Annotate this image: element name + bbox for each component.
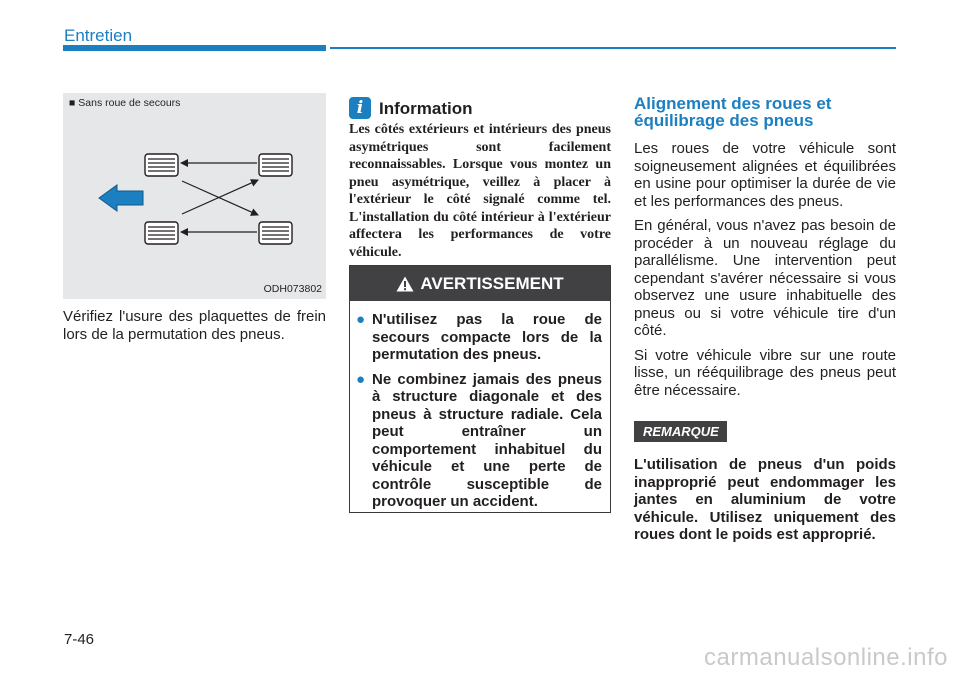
information-header bbox=[349, 97, 611, 121]
information-body: Les côtés extérieurs et intérieurs des pneus asymétriques sont facilement reconnaissables. Lorsque vous montez un pneu asymétrique, veillez à placer à l'extérieur le côté signalé comme tel. L'installation du côté intérieur à l'extérieur affectera les performances de votre véhicule. bbox=[349, 122, 611, 260]
warning-list bbox=[356, 311, 602, 518]
figure-reference: ODH073802 bbox=[263, 283, 322, 295]
alignment-heading: Alignement des roues et équilibrage des pneus bbox=[634, 94, 832, 130]
remark-text: L'utilisation de pneus d'un poids inapproprié peut endommager les jantes en aluminium de votre véhicule. Utilisez uniquement des roues dont le poids est approprié. bbox=[634, 456, 896, 543]
brake-pad-note: Vérifiez l'usure des plaquettes de frein lors de la permutation des pneus. bbox=[63, 308, 326, 343]
tire-icon bbox=[259, 222, 292, 244]
warning-header bbox=[350, 266, 610, 301]
information-title: Information bbox=[379, 99, 473, 118]
header-rule-thin bbox=[330, 47, 896, 49]
warning-box bbox=[349, 265, 611, 513]
info-icon: i bbox=[349, 97, 371, 119]
alignment-paragraph: En général, vous n'avez pas besoin de procéder à un nouveau réglage du parallélisme. Une intervention peut cependant s'avérer nécessaire si vous observez une usure inhabituelle des pneus ou si votre véhicule tire d'un côté. bbox=[634, 217, 896, 339]
warning-title: AVERTISSEMENT bbox=[420, 274, 564, 293]
header-rule-thick bbox=[63, 45, 326, 51]
warning-item: ● N'utilisez pas la roue de secours compacte lors de la permutation des pneus. bbox=[356, 311, 602, 363]
bullet-icon: ● bbox=[356, 370, 366, 388]
alignment-section bbox=[634, 95, 896, 551]
arrow-left-icon bbox=[99, 185, 143, 211]
alignment-paragraph: Si votre véhicule vibre sur une route lisse, un rééquilibrage des pneus peut être nécessaire. bbox=[634, 346, 896, 399]
figure-caption: ■ Sans roue de secours bbox=[69, 97, 181, 109]
watermark: carmanualsonline.info bbox=[704, 644, 948, 671]
warning-triangle-icon bbox=[396, 276, 414, 292]
tire-icon bbox=[259, 154, 292, 176]
alignment-paragraph: Les roues de votre véhicule sont soigneusement alignées et équilibrées en usine pour optimiser la durée de vie et les performances des pneus. bbox=[634, 140, 896, 210]
page-number: 7-46 bbox=[64, 631, 95, 648]
section-title: Entretien bbox=[64, 26, 133, 45]
tire-icon bbox=[145, 154, 178, 176]
tire-rotation-diagram bbox=[63, 93, 326, 299]
tire-rotation-figure bbox=[63, 93, 326, 299]
tire-icon bbox=[145, 222, 178, 244]
warning-item: ● Ne combinez jamais des pneus à structure diagonale et des pneus à structure radiale. Cela peut entraîner un comportement inhabituel du véhicule et une perte de contrôle susceptible de provoquer un accident. bbox=[356, 370, 602, 510]
remark-label: REMARQUE bbox=[634, 421, 727, 442]
bullet-icon: ● bbox=[356, 311, 366, 328]
